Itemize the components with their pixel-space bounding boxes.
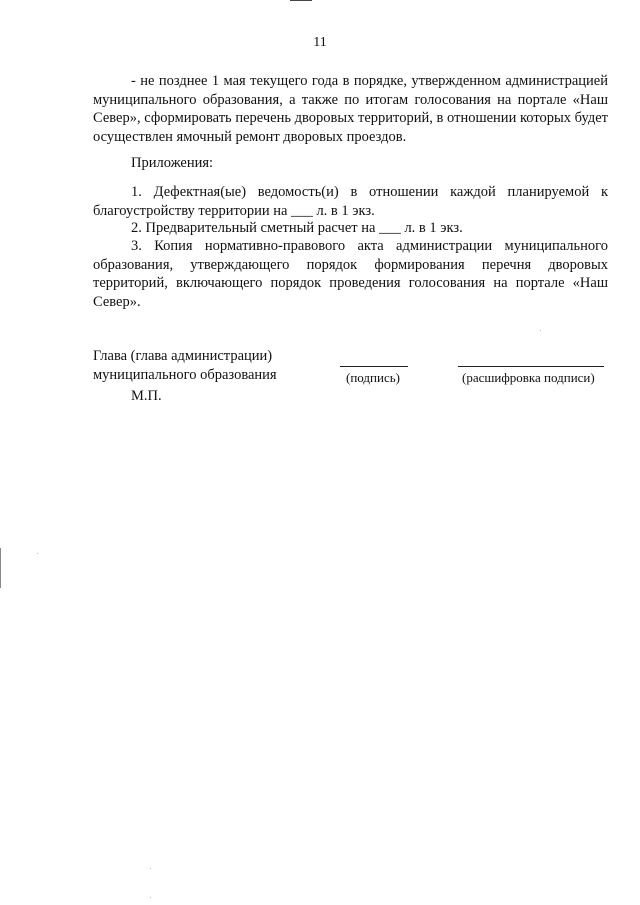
scan-speck bbox=[150, 897, 151, 898]
attachment-item-1: 1. Дефектная(ые) ведомость(и) в отношении каждой планируемой к благоустройству территории на ___ л. в 1 экз. bbox=[93, 184, 608, 219]
signature-decoding-caption: (расшифровка подписи) bbox=[462, 370, 595, 385]
signature-caption: (подпись) bbox=[346, 370, 400, 385]
scan-artifact-margin bbox=[0, 548, 1, 588]
signature-decoding-line bbox=[458, 366, 604, 367]
scan-speck bbox=[37, 553, 38, 554]
signature-line bbox=[340, 366, 408, 367]
attachment-item-3: 3. Копия нормативно-правового акта администрации муниципального образования, утверждающего порядок формирования перечня дворовых территорий, включающего порядок проведения голосования на портале «Наш Север». bbox=[93, 238, 608, 310]
body-paragraph-deadline: - не позднее 1 мая текущего года в порядке, утвержденном администрацией муниципального образования, а также по итогам голосования на портале «Наш Север», сформировать перечень дворовых территорий, в отношении которых будет осуществлен ямочный ремонт дворовых проездов. bbox=[93, 73, 608, 145]
scan-speck bbox=[540, 330, 541, 331]
signatory-position bbox=[93, 347, 277, 385]
attachments-heading: Приложения: bbox=[131, 155, 214, 171]
signatory-position-line-1: Глава (глава администрации) bbox=[93, 348, 273, 364]
signatory-position-line-2: муниципального образования bbox=[93, 367, 277, 383]
scan-speck bbox=[150, 868, 151, 869]
scan-artifact-top bbox=[290, 0, 312, 1]
attachment-item-2: 2. Предварительный сметный расчет на ___ л. в 1 экз. bbox=[131, 220, 463, 236]
page-number: 11 bbox=[313, 35, 327, 50]
stamp-placeholder: М.П. bbox=[131, 388, 162, 404]
